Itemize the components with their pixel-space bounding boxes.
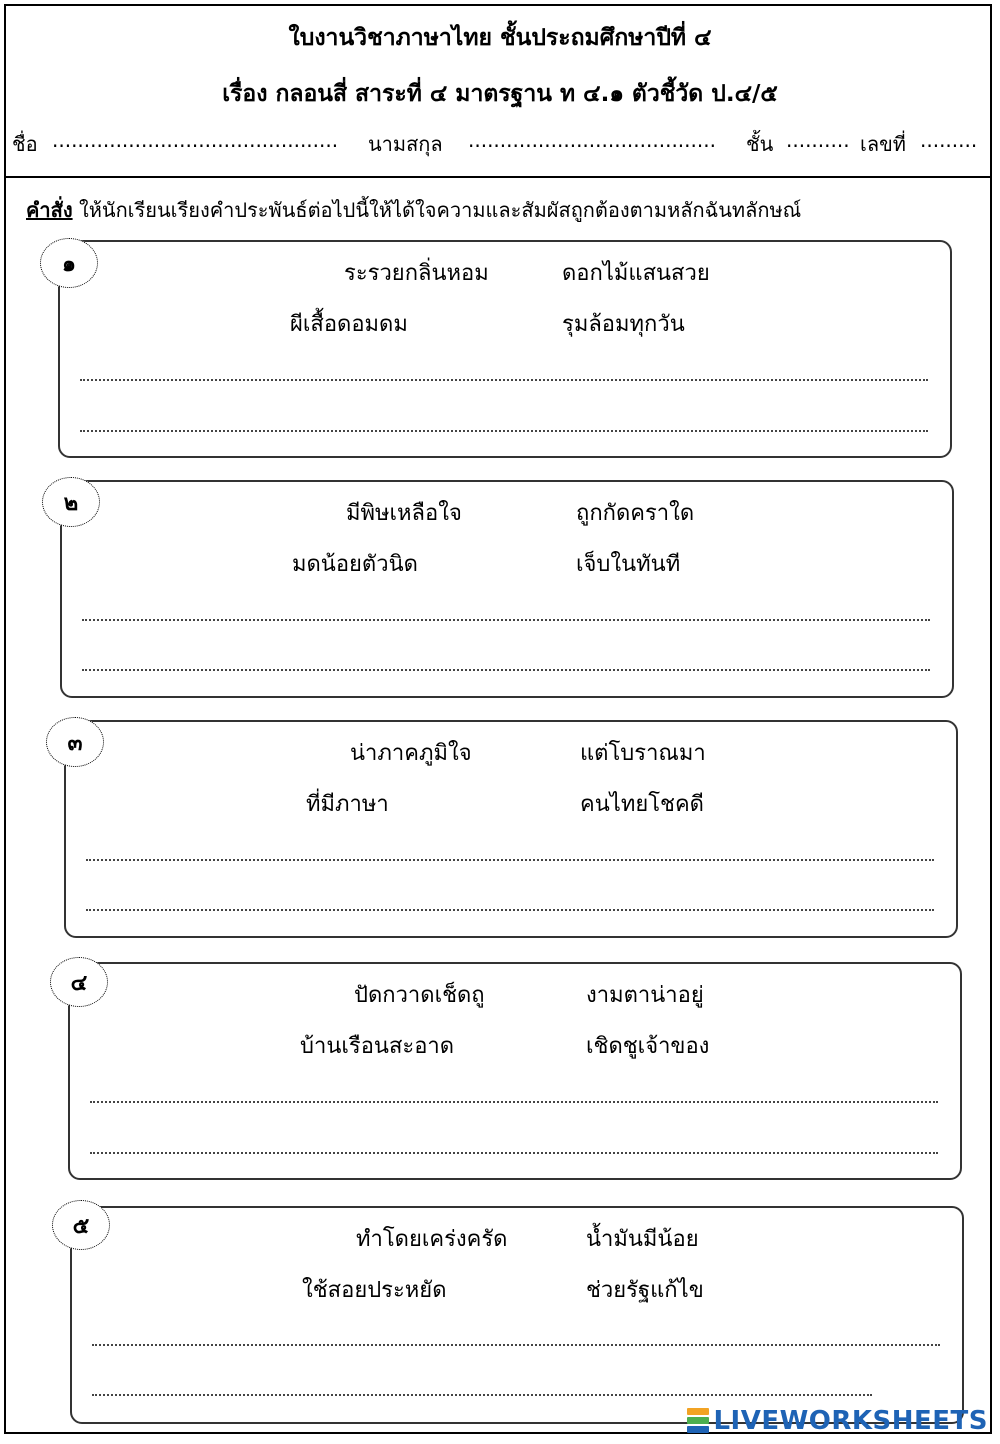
class-label: ชั้น xyxy=(746,132,774,156)
exercise-3-row2-left: ที่มีภาษา xyxy=(306,792,389,817)
exercise-5-answer-line-2[interactable] xyxy=(92,1394,872,1396)
exercise-2-row2-left: มดน้อยตัวนิด xyxy=(292,552,418,577)
exercise-2-row1-left: มีพิษเหลือใจ xyxy=(346,501,462,526)
exercise-5-row1-left: ทำโดยเคร่งครัด xyxy=(356,1227,508,1252)
exercise-4-row2-right: เชิดชูเจ้าของ xyxy=(586,1034,710,1059)
exercise-1-row2-right: รุมล้อมทุกวัน xyxy=(562,312,685,337)
exercise-3-row1-right: แต่โบราณมา xyxy=(580,741,706,766)
exercise-2-row1-right: ถูกกัดคราใด xyxy=(576,501,695,526)
exercise-4-row1-left: ปัดกวาดเช็ดถู xyxy=(354,983,485,1008)
number-field[interactable]: ......... xyxy=(920,128,978,152)
exercise-box-1 xyxy=(58,240,952,458)
surname-field[interactable]: ....................................... xyxy=(468,128,716,152)
exercise-5-row2-left: ใช้สอยประหยัด xyxy=(302,1278,447,1303)
worksheet-title: ใบงานวิชาภาษาไทย ชั้นประถมศึกษาปีที่ ๔ xyxy=(288,25,712,51)
exercise-2-row2-right: เจ็บในทันที xyxy=(576,552,681,577)
liveworksheets-logo-icon xyxy=(687,1408,709,1434)
exercise-3-row2-right: คนไทยโชคดี xyxy=(580,792,704,817)
exercise-number-badge-4: ๔ xyxy=(50,957,108,1007)
exercise-3-answer-line-1[interactable] xyxy=(86,859,934,861)
exercise-3-row1-left: น่าภาคภูมิใจ xyxy=(350,741,472,766)
exercise-5-row1-right: น้ำมันมีน้อย xyxy=(586,1227,699,1252)
surname-label: นามสกุล xyxy=(368,132,443,156)
student-info-row xyxy=(12,128,988,158)
exercise-5-row2-right: ช่วยรัฐแก้ไข xyxy=(586,1278,704,1303)
exercise-number-badge-5: ๕ xyxy=(52,1200,110,1250)
exercise-4-row2-left: บ้านเรือนสะอาด xyxy=(300,1034,455,1059)
exercise-2-answer-line-1[interactable] xyxy=(82,619,930,621)
name-label: ชื่อ xyxy=(12,132,38,156)
header-divider xyxy=(4,176,992,178)
exercise-4-answer-line-1[interactable] xyxy=(90,1101,938,1103)
class-field[interactable]: .......... xyxy=(786,128,850,152)
exercise-4-row1-right: งามตาน่าอยู่ xyxy=(586,983,704,1008)
exercise-box-3 xyxy=(64,720,958,938)
exercise-number-badge-2: ๒ xyxy=(42,477,100,527)
instruction-label: คำสั่ง xyxy=(26,198,73,222)
liveworksheets-watermark xyxy=(687,1406,988,1436)
exercise-1-answer-line-1[interactable] xyxy=(80,379,928,381)
worksheet-subtitle: เรื่อง กลอนสี่ สาระที่ ๔ มาตรฐาน ท ๔.๑ ตัวชี้วัด ป.๔/๕ xyxy=(222,81,778,107)
watermark-text: LIVEWORKSHEETS xyxy=(713,1406,988,1436)
exercise-box-4 xyxy=(68,962,962,1180)
instruction-text: ให้นักเรียนเรียงคำประพันธ์ต่อไปนี้ให้ได้ใจความและสัมผัสถูกต้องตามหลักฉันทลักษณ์ xyxy=(78,198,802,222)
exercise-1-row1-right: ดอกไม้แสนสวย xyxy=(562,261,710,286)
instruction xyxy=(26,194,986,226)
exercise-box-5 xyxy=(70,1206,964,1424)
exercise-2-answer-line-2[interactable] xyxy=(82,669,930,671)
exercise-1-row1-left: ระรวยกลิ่นหอม xyxy=(344,261,489,286)
exercise-number-badge-3: ๓ xyxy=(46,717,104,767)
exercise-number-badge-1: ๑ xyxy=(40,238,98,288)
exercise-3-answer-line-2[interactable] xyxy=(86,909,934,911)
exercise-5-answer-line-1[interactable] xyxy=(92,1344,940,1346)
exercise-4-answer-line-2[interactable] xyxy=(90,1152,938,1154)
exercise-1-row2-left: ผีเสื้อดอมดม xyxy=(290,312,408,337)
exercise-box-2 xyxy=(60,480,954,698)
name-field[interactable]: ............................................. xyxy=(52,128,339,152)
number-label: เลขที่ xyxy=(860,132,906,156)
exercise-1-answer-line-2[interactable] xyxy=(80,430,928,432)
